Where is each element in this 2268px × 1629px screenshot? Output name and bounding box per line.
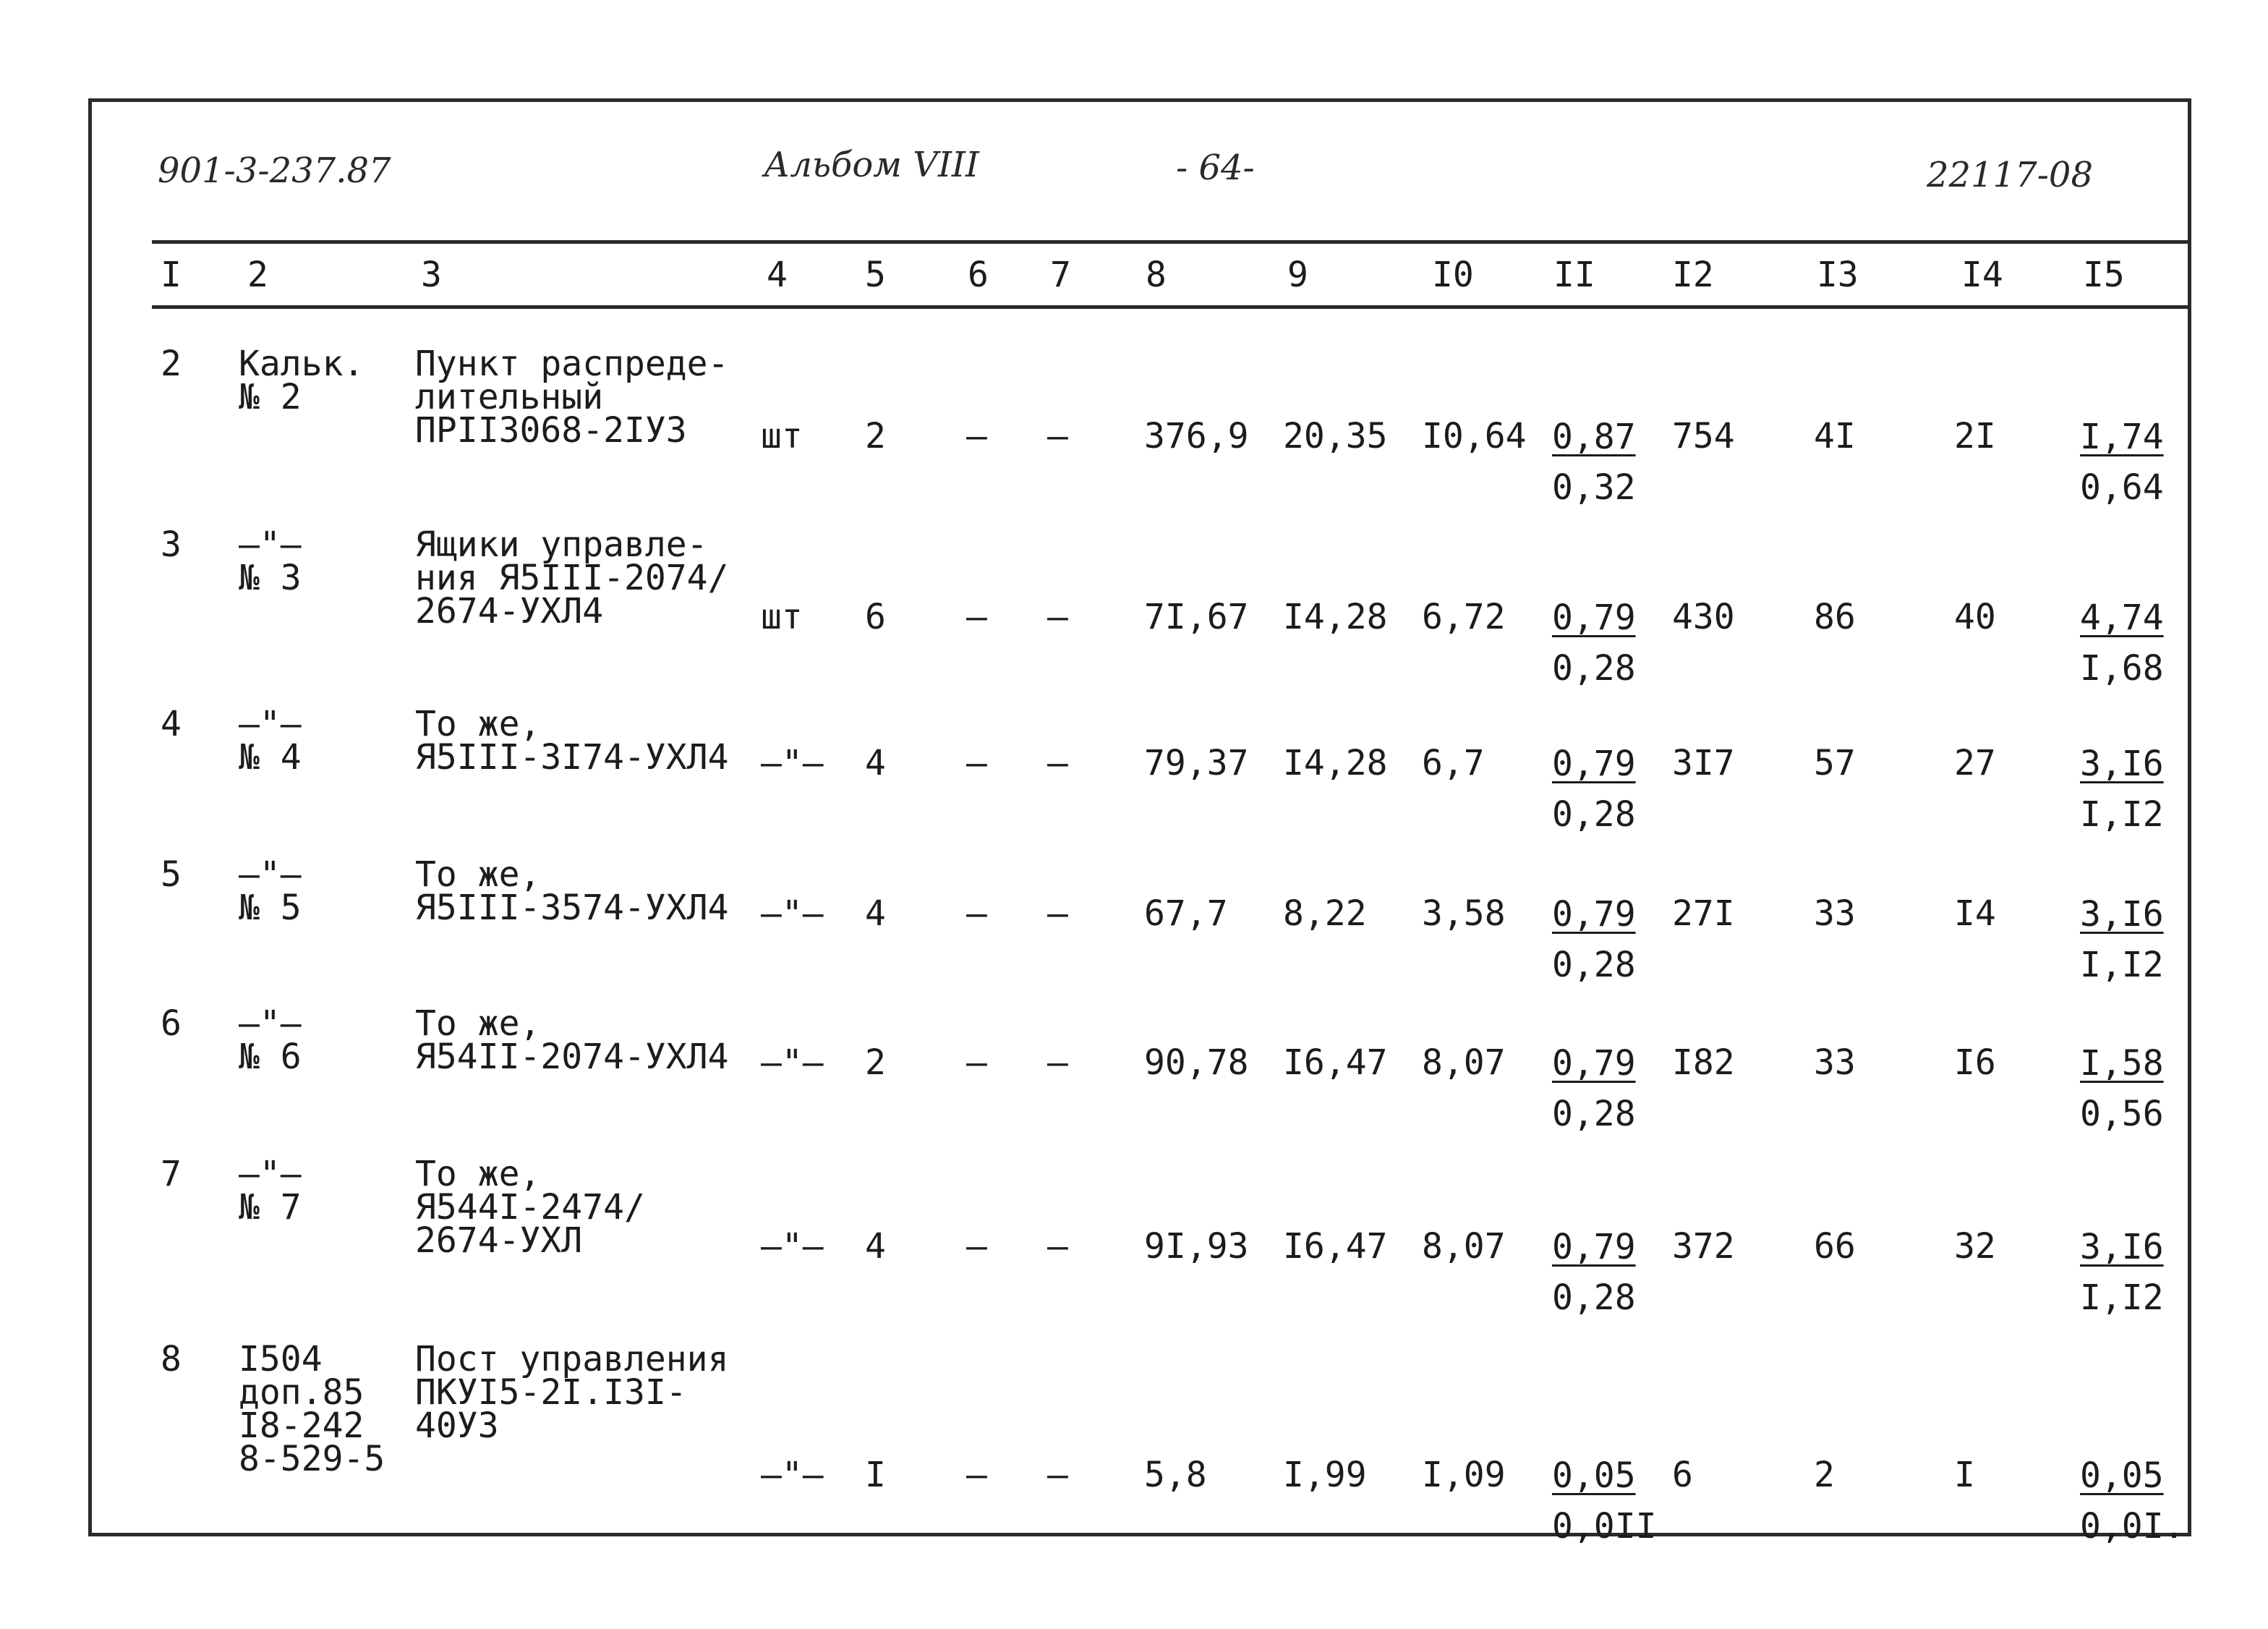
column-header-12: I2 [1672,255,1714,295]
quantity-cell: 6 [865,597,886,637]
fraction-numerator: 3,I6 [2080,894,2164,935]
reference-line: –"– [239,524,302,565]
column-14-cell: 32 [1954,1226,1996,1267]
fraction-column-15 [2080,894,2164,985]
fraction-denominator: I,I2 [2080,794,2164,835]
reference-line: № 4 [239,737,302,778]
fraction-column-11 [1552,417,1636,508]
fraction-column-15 [2080,597,2164,689]
item-name-line: ПРII3068-2IУЗ [415,410,687,451]
column-10-cell: I0,64 [1422,416,1527,456]
fraction-column-15 [2080,417,2164,508]
column-8-cell: 9I,93 [1144,1226,1249,1267]
column-header-13: I3 [1817,255,1859,295]
column-header-10: I0 [1432,255,1474,295]
reference-line: I8-242 [239,1405,364,1446]
quantity-cell: 4 [865,893,886,934]
fraction-denominator: I,I2 [2080,1277,2164,1318]
item-name-line: Я5III-3I74-УХЛ4 [415,737,729,778]
row-number: 3 [161,524,182,565]
fraction-numerator: I,58 [2080,1043,2164,1084]
unit-cell: –"– [761,1226,824,1267]
column-header-5: 5 [865,255,886,295]
column-9-cell: I,99 [1283,1455,1367,1495]
reference-line: № 3 [239,558,302,598]
column-7-cell: – [1047,1455,1068,1495]
fraction-denominator: 0,28 [1552,794,1636,835]
column-7-cell: – [1047,597,1068,637]
document-frame [88,98,2191,1536]
fraction-column-11 [1552,1043,1636,1134]
unit-cell: –"– [761,1042,824,1083]
column-6-cell: – [966,1455,987,1495]
column-12-cell: 430 [1672,597,1735,637]
column-6-cell: – [966,1042,987,1083]
column-13-cell: 4I [1814,416,1856,456]
fraction-denominator: 0,0II [1552,1506,1657,1547]
column-14-cell: I4 [1954,893,1996,934]
item-name-line: 2674-УХЛ4 [415,591,604,631]
row-number: 2 [161,344,182,384]
fraction-column-15 [2080,744,2164,835]
row-number: 8 [161,1339,182,1379]
fraction-denominator: 0,64 [2080,467,2164,508]
column-9-cell: I6,47 [1283,1226,1388,1267]
quantity-cell: 2 [865,1042,886,1083]
reference-line: –"– [239,854,302,895]
column-8-cell: 5,8 [1144,1455,1207,1495]
column-10-cell: 3,58 [1422,893,1506,934]
column-14-cell: 40 [1954,597,1996,637]
column-9-cell: 20,35 [1283,416,1388,456]
fraction-numerator: 0,05 [2080,1455,2164,1496]
item-name-line: Я5III-3574-УХЛ4 [415,888,729,928]
reference-line: № 7 [239,1187,302,1228]
column-6-cell: – [966,893,987,934]
item-name-line: ния Я5III-2074/ [415,558,729,598]
column-12-cell: I82 [1672,1042,1735,1083]
fraction-numerator: 0,05 [1552,1455,1636,1496]
unit-cell: –"– [761,1455,824,1495]
column-6-cell: – [966,597,987,637]
fraction-denominator: 0,28 [1552,1094,1636,1134]
column-7-cell: – [1047,743,1068,783]
fraction-denominator: 0,32 [1552,467,1636,508]
fraction-numerator: 0,79 [1552,1043,1636,1084]
fraction-denominator: I,I2 [2080,945,2164,985]
fraction-numerator: 3,I6 [2080,744,2164,784]
fraction-numerator: 0,87 [1552,417,1636,457]
column-6-cell: – [966,1226,987,1267]
fraction-numerator: I,74 [2080,417,2164,457]
column-10-cell: 6,7 [1422,743,1485,783]
fraction-column-11 [1552,1227,1636,1318]
header-bottom-rule [152,305,2191,309]
page-number: - 64- [1176,148,1255,188]
column-13-cell: 33 [1814,893,1856,934]
column-header-11: II [1553,255,1595,295]
fraction-column-15 [2080,1227,2164,1318]
fraction-denominator: 0,0I. [2080,1506,2185,1547]
unit-cell: –"– [761,743,824,783]
item-name-line: Ящики управле- [415,524,708,565]
column-6-cell: – [966,743,987,783]
column-10-cell: 8,07 [1422,1042,1506,1083]
item-name-line: Я54II-2074-УХЛ4 [415,1037,729,1077]
column-12-cell: 3I7 [1672,743,1735,783]
column-7-cell: – [1047,416,1068,456]
reference-line: –"– [239,1003,302,1044]
fraction-column-15 [2080,1043,2164,1134]
column-7-cell: – [1047,1042,1068,1083]
reference-line: –"– [239,704,302,744]
quantity-cell: 4 [865,743,886,783]
item-name-line: 40УЗ [415,1405,499,1446]
reference-line: Кальк. [239,344,364,384]
item-name-line: Я544I-2474/ [415,1187,645,1228]
unit-cell: шт [761,416,803,456]
column-10-cell: 8,07 [1422,1226,1506,1267]
column-14-cell: I6 [1954,1042,1996,1083]
column-13-cell: 66 [1814,1226,1856,1267]
column-8-cell: 67,7 [1144,893,1228,934]
item-name-line: То же, [415,704,541,744]
column-14-cell: 27 [1954,743,1996,783]
fraction-column-11 [1552,744,1636,835]
fraction-numerator: 0,79 [1552,894,1636,935]
column-8-cell: 7I,67 [1144,597,1249,637]
fraction-denominator: 0,28 [1552,648,1636,689]
column-header-6: 6 [968,255,989,295]
fraction-denominator: I,68 [2080,648,2164,689]
column-8-cell: 90,78 [1144,1042,1249,1083]
quantity-cell: 4 [865,1226,886,1267]
column-header-4: 4 [767,255,788,295]
column-header-8: 8 [1146,255,1167,295]
quantity-cell: I [865,1455,886,1495]
fraction-column-11 [1552,597,1636,689]
reference-line: 8-529-5 [239,1439,385,1479]
doc-code: 901-3-237.87 [158,150,391,191]
item-name-line: 2674-УХЛ [415,1220,583,1261]
column-9-cell: I6,47 [1283,1042,1388,1083]
item-name-line: То же, [415,1003,541,1044]
column-13-cell: 86 [1814,597,1856,637]
fraction-numerator: 0,79 [1552,744,1636,784]
column-10-cell: I,09 [1422,1455,1506,1495]
column-14-cell: I [1954,1455,1975,1495]
item-name-line: То же, [415,1154,541,1194]
fraction-column-11 [1552,1455,1657,1547]
fraction-denominator: 0,28 [1552,945,1636,985]
column-9-cell: I4,28 [1283,597,1388,637]
reference-line: I504 [239,1339,323,1379]
unit-cell: –"– [761,893,824,934]
item-name-line: То же, [415,854,541,895]
unit-cell: шт [761,597,803,637]
fraction-numerator: 4,74 [2080,597,2164,638]
fraction-numerator: 0,79 [1552,1227,1636,1267]
item-name-line: Пост управления [415,1339,729,1379]
fraction-denominator: 0,28 [1552,1277,1636,1318]
quantity-cell: 2 [865,416,886,456]
column-12-cell: 27I [1672,893,1735,934]
column-9-cell: I4,28 [1283,743,1388,783]
column-header-1: I [161,255,182,295]
column-header-14: I4 [1961,255,2003,295]
column-header-15: I5 [2083,255,2125,295]
reference-line: доп.85 [239,1372,364,1413]
reference-line: –"– [239,1154,302,1194]
row-number: 4 [161,704,182,744]
header-top-rule [152,240,2191,244]
reference-line: № 6 [239,1037,302,1077]
column-header-3: 3 [421,255,442,295]
sheet-number: 22117-08 [1927,155,2093,195]
column-7-cell: – [1047,1226,1068,1267]
column-7-cell: – [1047,893,1068,934]
row-number: 5 [161,854,182,895]
item-name-line: лительный [415,377,604,417]
fraction-column-15 [2080,1455,2185,1547]
row-number: 7 [161,1154,182,1194]
column-12-cell: 6 [1672,1455,1693,1495]
column-header-9: 9 [1287,255,1308,295]
column-13-cell: 33 [1814,1042,1856,1083]
column-6-cell: – [966,416,987,456]
column-13-cell: 2 [1814,1455,1835,1495]
column-9-cell: 8,22 [1283,893,1367,934]
column-8-cell: 79,37 [1144,743,1249,783]
column-12-cell: 754 [1672,416,1735,456]
fraction-numerator: 0,79 [1552,597,1636,638]
column-8-cell: 376,9 [1144,416,1249,456]
item-name-line: Пункт распреде- [415,344,729,384]
reference-line: № 5 [239,888,302,928]
column-13-cell: 57 [1814,743,1856,783]
column-header-2: 2 [247,255,268,295]
reference-line: № 2 [239,377,302,417]
fraction-column-11 [1552,894,1636,985]
fraction-numerator: 3,I6 [2080,1227,2164,1267]
item-name-line: ПКУI5-2I.I3I- [415,1372,687,1413]
column-12-cell: 372 [1672,1226,1735,1267]
column-header-7: 7 [1050,255,1071,295]
row-number: 6 [161,1003,182,1044]
column-10-cell: 6,72 [1422,597,1506,637]
column-14-cell: 2I [1954,416,1996,456]
album-title: Альбом VIII [764,145,979,185]
fraction-denominator: 0,56 [2080,1094,2164,1134]
